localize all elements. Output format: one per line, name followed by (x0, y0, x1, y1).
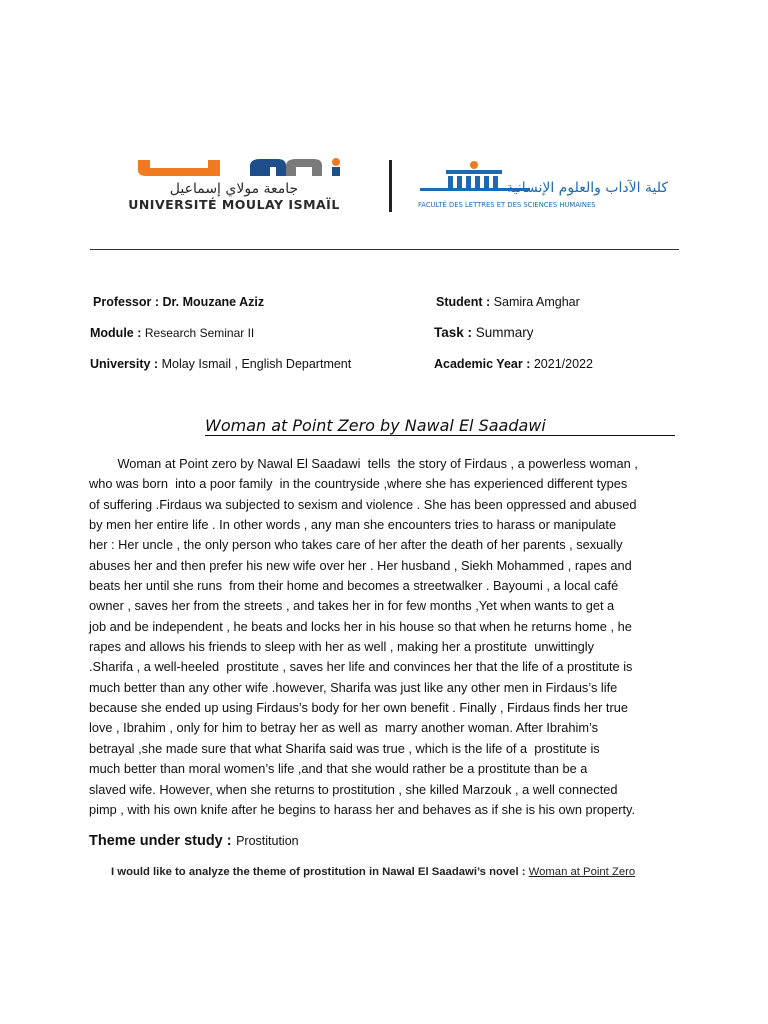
module-label: Module : (90, 326, 142, 340)
summary-line: much better than moral women’s life ,and that she would rather be a prostitute than be a (89, 761, 588, 777)
faculty-arabic-text: كلية الآداب والعلوم الإنسانية (506, 180, 668, 196)
theme-line (89, 832, 299, 850)
university-field (90, 357, 351, 371)
analysis-intro (111, 866, 635, 878)
university-label: University : (90, 357, 159, 371)
analysis-intro-text: I would like to analyze the theme of prostitution in Nawal El Saadawi’s novel : (111, 866, 529, 878)
summary-line: betrayal ,she made sure that what Sharifa said was true , which is the life of a prostitute is (89, 740, 600, 756)
professor-field (93, 295, 264, 309)
module-field (90, 326, 254, 340)
summary-line: slaved wife. However, when she returns to prostitution , she killed Marzouk , a well connected (89, 781, 618, 797)
summary-line: pimp , with his own knife after he begins to harass her and behaves as if she is his own property. (89, 801, 636, 817)
university-value: Molay Ismail , English Department (161, 357, 352, 371)
theme-label: Theme under study : (89, 833, 232, 849)
university-logo-graphic (100, 156, 368, 214)
summary-line: .Sharifa , a well-heeled prostitute , saves her life and convinces her that the life of a prostitute is (89, 659, 633, 675)
novel-title-link: Woman at Point Zero (528, 866, 636, 878)
task-value: Summary (475, 325, 534, 340)
student-label: Student : (436, 295, 491, 309)
module-value: Research Seminar II (144, 326, 255, 340)
summary-line: because she ended up using Firdaus’s body for her own benefit . Finally , Firdaus finds her true (89, 700, 628, 716)
summary-line: love , Ibrahim , only for him to betray her as well as marry another woman. After Ibrahim’s (89, 720, 599, 736)
document-title: Woman at Point Zero by Nawal El Saadawi (205, 416, 546, 435)
summary-line: rapes and allows his friends to sleep with her as well , making her a prostitute unwittingly (89, 639, 595, 655)
professor-value: Dr. Mouzane Aziz (162, 295, 265, 309)
academic-year-value: 2021/2022 (533, 357, 593, 371)
summary-paragraph (89, 454, 685, 820)
university-logo (100, 156, 368, 214)
faculty-logo-graphic (416, 160, 670, 212)
summary-line: who was born into a poor family in the countryside ,where she has experienced different types (89, 476, 628, 492)
title-underline (205, 435, 675, 436)
theme-value: Prostitution (236, 834, 299, 848)
header-rule (90, 249, 679, 250)
faculty-logo (416, 160, 670, 212)
summary-line: Woman at Point zero by Nawal El Saadawi tells the story of Firdaus , a powerless woman , (89, 456, 638, 471)
summary-line: much better than any other wife .however, Sharifa was just like any other men in Firdaus’s life (89, 679, 618, 695)
logo-divider (389, 160, 392, 212)
summary-line: beats her until she runs from their home and becomes a streetwalker . Bayoumi , a local café (89, 578, 619, 594)
logo-latin-text: UNIVERSITÉ MOULAY ISMAÏL (128, 197, 340, 212)
summary-line: of suffering .Firdaus wa subjected to sexism and violence . She has been oppressed and abused (89, 496, 637, 512)
summary-line: job and be independent , he beats and locks her in his house so that when he returns home , he (89, 618, 632, 634)
professor-label: Professor : (93, 295, 159, 309)
summary-line: owner , saves her from the streets , and takes her in for few months ,Yet when wants to get a (89, 598, 615, 614)
student-value: Samira Amghar (493, 295, 580, 309)
summary-line: by men her entire life . In other words , any man she encounters tries to harass or manipulate (89, 517, 617, 533)
faculty-latin-text: FACULTÉ DES LETTRES ET DES SCIENCES HUMAINES (418, 201, 596, 209)
academic-year-label: Academic Year : (434, 357, 531, 371)
academic-year-field (434, 357, 593, 371)
logo-arabic-text: جامعة مولاي إسماعيل (169, 181, 299, 197)
student-field (436, 295, 580, 309)
task-field (434, 325, 534, 340)
summary-line: her : Her uncle , the only person who takes care of her after the death of her parents , sexually (89, 537, 623, 553)
summary-line: abuses her and then prefer his new wife over her . Her husband , Siekh Mohammed , rapes and (89, 557, 632, 573)
task-label: Task : (434, 325, 473, 340)
